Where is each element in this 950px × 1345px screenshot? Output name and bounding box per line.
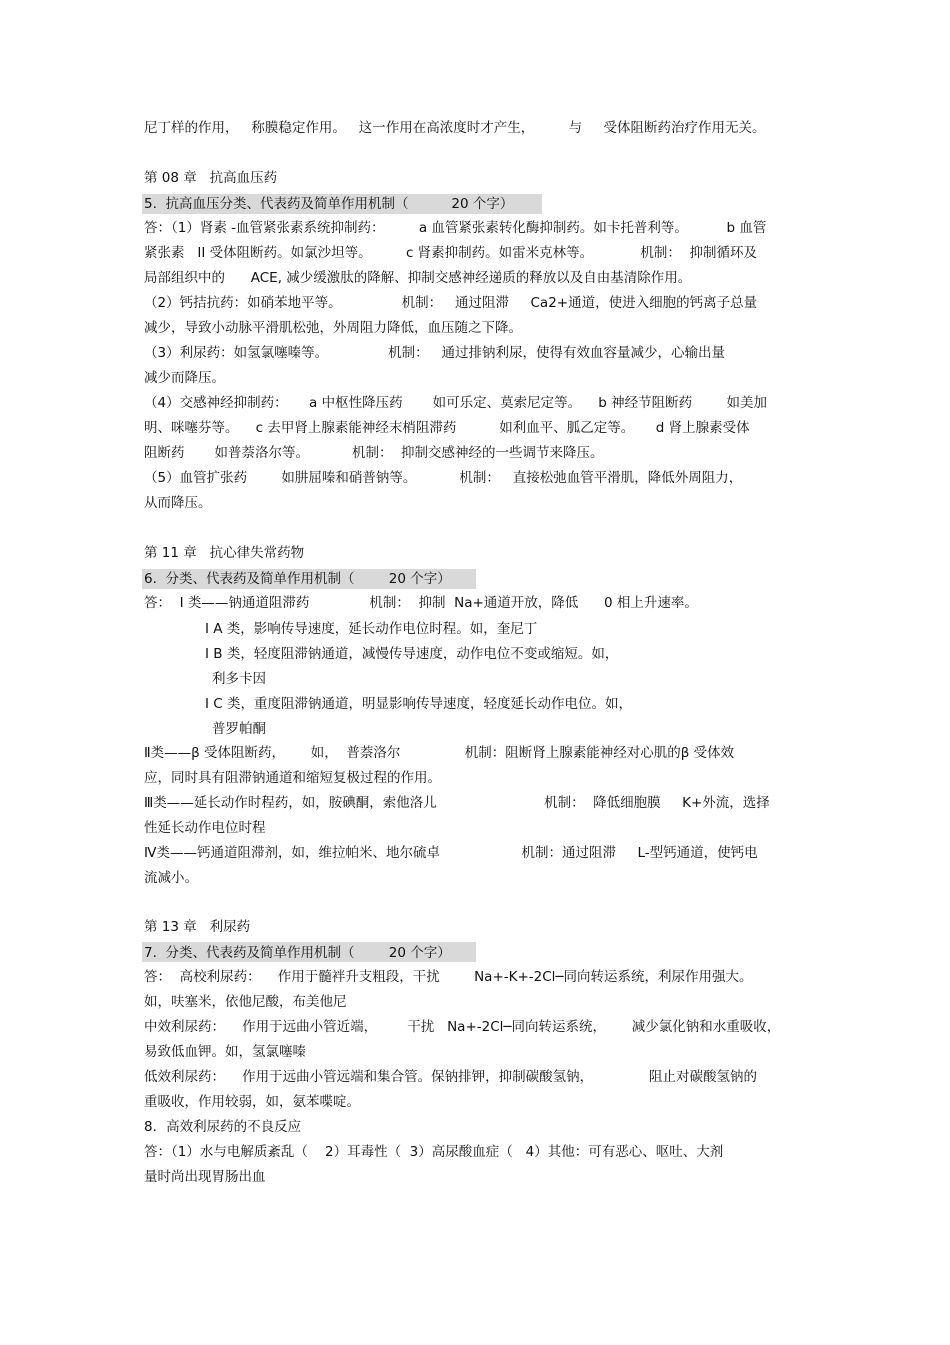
question-title: 7. 分类、代表药及简单作用机制（ 20 个字） (144, 945, 451, 961)
answer-line: 重吸收，作用较弱，如，氨苯喋啶。 (144, 1094, 360, 1110)
answer-line: 从而降压。 (144, 495, 212, 511)
answer-line: Ⅳ类——钙通道阻滞剂，如，维拉帕米、地尔硫卓 机制：通过阻滞 L-型钙通道，使钙电 (144, 845, 758, 861)
answer-line: 答：（1）肾素 -血管紧张素系统抑制药： a 血管紧张素转化酶抑制药。如卡托普利等。 b 血管 (144, 220, 767, 236)
question-title: 5. 抗高血压分类、代表药及简单作用机制（ 20 个字） (144, 196, 514, 212)
answer-line: 减少，导致小动脉平滑肌松弛，外周阻力降低，血压随之下降。 (144, 320, 522, 336)
answer-line: Ⅱ类——β 受体阻断药， 如， 普萘洛尔 机制：阻断肾上腺素能神经对心肌的β 受体效 (144, 745, 735, 761)
answer-line: 应，同时具有阻滞钠通道和缩短复极过程的作用。 (144, 770, 441, 786)
answer-line: 普罗帕酮 (212, 721, 266, 737)
answer-line: （4）交感神经抑制药： a 中枢性降压药 如可乐定、莫索尼定等。 b 神经节阻断药 如美加 (144, 395, 768, 411)
answer-line: 如，呋塞米，依他尼酸，布美他尼 (144, 994, 347, 1010)
answer-line: 低效利尿药： 作用于远曲小管远端和集合管。保钠排钾，抑制碳酸氢钠， 阻止对碳酸氢钠的 (144, 1069, 757, 1085)
question-title: 6. 分类、代表药及简单作用机制（ 20 个字） (144, 571, 451, 587)
answer-line: （2）钙拮抗药：如硝苯地平等。 机制： 通过阻滞 Ca2+通道，使进入细胞的钙离子总量 (144, 295, 758, 311)
answer-line: 易致低血钾。如，氢氯噻嗪 (144, 1044, 306, 1060)
answer-line: Ⅲ类——延长动作时程药，如，胺碘酮，索他洛儿 机制： 降低细胞膜 K+外流，选择 (144, 795, 770, 811)
answer-line: I A 类，影响传导速度，延长动作电位时程。如，奎尼丁 (205, 621, 538, 637)
answer-line: 答：（1）水与电解质紊乱（ 2）耳毒性（ 3）高尿酸血症（ 4）其他：可有恶心、呕吐、大剂 (144, 1144, 724, 1160)
answer-line: 流减小。 (144, 870, 198, 886)
answer-line: 明、咪噻芬等。 c 去甲肾上腺素能神经末梢阻滞药 如利血平、胍乙定等。 d 肾上腺素受体 (144, 420, 750, 436)
answer-line: 答： I 类——钠通道阻滞药 机制： 抑制 Na+通道开放，降低 0 相上升速率。 (144, 595, 698, 611)
answer-line: 答： 高校利尿药： 作用于髓袢升支粗段，干扰 Na+-K+-2Cl─同向转运系统，利尿作用强大。 (144, 969, 753, 985)
answer-line: 减少而降压。 (144, 370, 225, 386)
chapter-heading: 第 11 章 抗心律失常药物 (144, 545, 305, 561)
answer-line: I B 类，轻度阻滞钠通道，减慢传导速度，动作电位不变或缩短。如， (205, 646, 619, 662)
answer-line: 紧张素 II 受体阻断药。如氯沙坦等。 c 肾素抑制药。如雷米克林等。 机制： 抑制循环及 (144, 245, 757, 261)
answer-line: 阻断药 如普萘洛尔等。 机制： 抑制交感神经的一些调节来降压。 (144, 445, 604, 461)
chapter-heading: 第 13 章 利尿药 (144, 919, 251, 935)
answer-line: 利多卡因 (212, 671, 266, 687)
intro-line: 尼丁样的作用， 称膜稳定作用。 这一作用在高浓度时才产生， 与 受体阻断药治疗作用无关。 (144, 120, 766, 136)
answer-line: 量时尚出现胃肠出血 (144, 1169, 266, 1185)
answer-line: 性延长动作电位时程 (144, 820, 266, 836)
chapter-heading: 第 08 章 抗高血压药 (144, 170, 278, 186)
answer-line: （3）利尿药：如氢氯噻嗪等。 机制： 通过排钠利尿，使得有效血容量减少，心输出量 (144, 345, 726, 361)
answer-line: （5）血管扩张药 如肼屈嗪和硝普钠等。 机制： 直接松弛血管平滑肌，降低外周阻力， (144, 470, 743, 486)
answer-line: I C 类，重度阻滞钠通道，明显影响传导速度，轻度延长动作电位。如， (205, 696, 632, 712)
answer-line: 局部组织中的 ACE, 减少缓激肽的降解、抑制交感神经递质的释放以及自由基清除作用。 (144, 270, 692, 286)
answer-line: 中效利尿药： 作用于远曲小管近端， 干扰 Na+-2Cl─同向转运系统， 减少氯化钠和水重吸收， (144, 1019, 781, 1035)
question-title: 8．高效利尿药的不良反应 (144, 1119, 302, 1135)
